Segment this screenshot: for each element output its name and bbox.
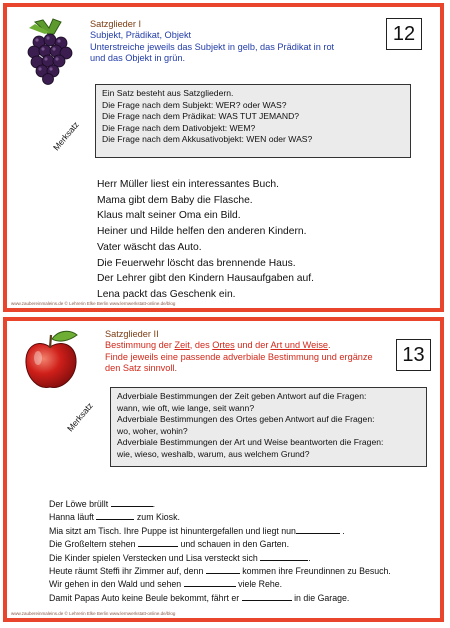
sentence: Herr Müller liest ein interessantes Buch. xyxy=(97,179,279,190)
merksatz-line: Adverbiale Bestimmungen des Ortes geben Antwort auf die Fragen: xyxy=(117,414,375,425)
merksatz-line: Ein Satz besteht aus Satzgliedern. xyxy=(102,88,234,98)
answer-blank[interactable] xyxy=(138,537,178,547)
merksatz-line: Die Frage nach dem Prädikat: WAS TUT JEMAND? xyxy=(102,111,300,122)
merksatz-line: wo, woher, wohin? xyxy=(117,425,188,436)
merksatz-line: Die Frage nach dem Subjekt: WER? oder WAS? xyxy=(102,99,287,110)
cloze-sentence: Der Löwe brüllt . xyxy=(49,499,156,509)
merksatz-box xyxy=(95,84,411,158)
card-number: 12 xyxy=(386,18,422,50)
cloze-sentence: Die Großeltern stehen und schauen in den Garten. xyxy=(49,539,290,550)
answer-blank[interactable] xyxy=(242,591,292,601)
cloze-sentence: Hanna läuft zum Kiosk. xyxy=(49,512,180,523)
sentence: Lena packt das Geschenk ein. xyxy=(97,288,236,300)
card-footer: www.zaubereinmaleins.de © Lehrerin Elke Berlin www.lernwerkstatt-online.de/blog xyxy=(11,301,176,306)
instruction-line: Bestimmung der Zeit, des Ortes und der Art und Weise. xyxy=(105,340,331,351)
merksatz-label: Merksatz xyxy=(51,119,81,153)
answer-blank[interactable] xyxy=(296,524,340,534)
sentence: Klaus malt seiner Oma ein Bild. xyxy=(97,210,241,222)
answer-blank[interactable] xyxy=(260,551,308,561)
instruction-line: den Satz sinnvoll. xyxy=(105,362,178,373)
card-title: Satzglieder I xyxy=(90,19,142,29)
merksatz-line: Adverbiale Bestimmungen der Art und Weise beantworten die Fragen: xyxy=(117,437,384,448)
cloze-sentence: Die Kinder spielen Verstecken und Lisa versteckt sich . xyxy=(49,552,311,563)
cloze-sentence: Damit Papas Auto keine Beule bekommt, fährt er in die Garage. xyxy=(49,592,350,603)
card-title: Satzglieder II xyxy=(105,329,159,339)
merksatz-line: wie, wieso, weshalb, warum, aus welchem Grund? xyxy=(117,448,310,459)
sentence: Der Lehrer gibt den Kindern Hausaufgaben auf. xyxy=(97,273,314,285)
merksatz-line: Die Frage nach dem Dativobjekt: WEM? xyxy=(102,122,256,133)
card-number: 13 xyxy=(396,339,431,371)
merksatz-line: Die Frage nach dem Akkusativobjekt: WEN oder WAS? xyxy=(102,134,313,145)
merksatz-line: Adverbiale Bestimmungen der Zeit geben Antwort auf die Fragen: xyxy=(117,391,367,401)
answer-blank[interactable] xyxy=(184,577,236,587)
blackberry-icon xyxy=(21,18,79,86)
merksatz-line: wann, wie oft, wie lange, seit wann? xyxy=(117,402,255,413)
apple-icon xyxy=(21,327,83,393)
sentence: Mama gibt dem Baby die Flasche. xyxy=(97,194,253,206)
sentence: Vater wäscht das Auto. xyxy=(97,241,202,253)
card-subtitle: Subjekt, Prädikat, Objekt xyxy=(90,30,192,41)
task-card-12 xyxy=(3,3,444,312)
merksatz-label: Merksatz xyxy=(65,400,95,434)
task-card-13 xyxy=(3,317,444,622)
instruction-line: Finde jeweils eine passende adverbiale Bestimmung und ergänze xyxy=(105,351,373,362)
answer-blank[interactable] xyxy=(96,510,134,520)
merksatz-box xyxy=(110,387,427,467)
sentence-list xyxy=(97,177,314,303)
sentence: Heiner und Hilde helfen den anderen Kindern. xyxy=(97,226,307,238)
cloze-sentence: Mia sitzt am Tisch. Ihre Puppe ist hinuntergefallen und liegt nun . xyxy=(49,525,345,536)
card-footer: www.zaubereinmaleins.de © Lehrerin Elke Berlin www.lernwerkstatt-online.de/blog xyxy=(11,611,176,616)
card-header xyxy=(105,329,373,374)
answer-blank[interactable] xyxy=(111,497,153,507)
card-header xyxy=(90,19,334,64)
cloze-sentence: Wir gehen in den Wald und sehen viele Rehe. xyxy=(49,579,283,590)
cloze-list xyxy=(49,497,391,604)
sentence: Die Feuerwehr löscht das brennende Haus. xyxy=(97,257,296,269)
answer-blank[interactable] xyxy=(206,564,240,574)
instruction-line: und das Objekt in grün. xyxy=(90,52,185,63)
instruction-line: Unterstreiche jeweils das Subjekt in gelb, das Prädikat in rot xyxy=(90,41,335,52)
cloze-sentence: Heute räumt Steffi ihr Zimmer auf, denn kommen ihre Freundinnen zu Besuch. xyxy=(49,566,391,577)
